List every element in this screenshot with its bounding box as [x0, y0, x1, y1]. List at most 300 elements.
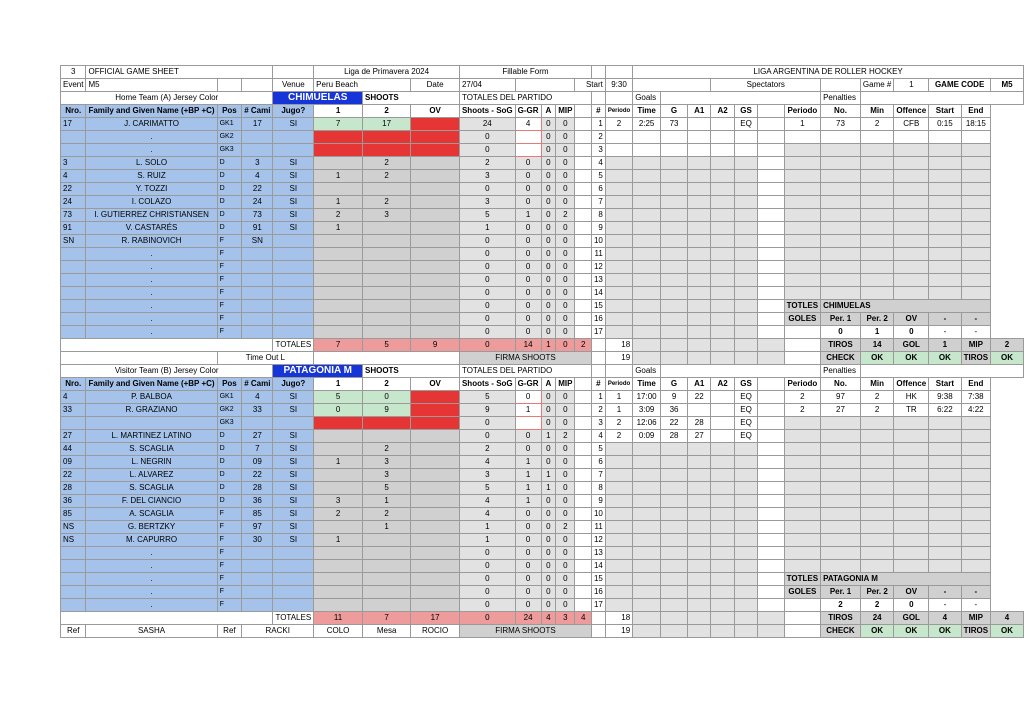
player-played[interactable] [273, 248, 314, 261]
player-number[interactable]: 24 [61, 196, 86, 209]
player-position[interactable]: F [217, 534, 242, 547]
goal-a1[interactable] [688, 404, 711, 417]
penalty-cell[interactable] [821, 157, 861, 170]
player-name[interactable]: . [86, 599, 217, 612]
penalty-cell[interactable] [860, 482, 893, 495]
penalty-cell[interactable] [784, 248, 820, 261]
penalty-cell[interactable] [929, 235, 961, 248]
shots-period-1[interactable]: 1 [314, 222, 363, 235]
penalty-end[interactable]: 18:15 [961, 118, 990, 131]
goal-cell[interactable] [758, 625, 784, 638]
player-position[interactable]: GK1 [217, 391, 242, 404]
penalty-cell[interactable] [894, 443, 929, 456]
penalty-cell[interactable] [929, 417, 961, 430]
goal-cell[interactable] [734, 157, 757, 170]
goal-cell[interactable] [734, 534, 757, 547]
shots-period-1[interactable]: 2 [314, 508, 363, 521]
penalty-cell[interactable] [929, 456, 961, 469]
goal-cell[interactable] [605, 482, 632, 495]
shots-period-2[interactable]: 2 [362, 157, 410, 170]
penalty-cell[interactable] [860, 209, 893, 222]
shots-overtime[interactable] [411, 157, 460, 170]
shots-overtime[interactable] [411, 235, 460, 248]
shots-period-2[interactable] [362, 326, 410, 339]
goal-cell[interactable] [711, 196, 734, 209]
goal-cell[interactable] [661, 586, 688, 599]
goal-cell[interactable] [605, 534, 632, 547]
penalty-per[interactable]: 2 [784, 404, 820, 417]
player-number[interactable] [61, 313, 86, 326]
goal-per[interactable]: 1 [605, 404, 632, 417]
goal-per[interactable]: 2 [605, 417, 632, 430]
goal-cell[interactable] [661, 469, 688, 482]
penalty-cell[interactable] [929, 547, 961, 560]
player-name[interactable]: . [86, 573, 217, 586]
player-jersey[interactable] [242, 599, 273, 612]
goal-cell[interactable] [633, 456, 661, 469]
goal-cell[interactable] [661, 482, 688, 495]
penalty-cell[interactable] [961, 209, 990, 222]
penalty-cell[interactable] [821, 274, 861, 287]
shots-period-1[interactable] [314, 287, 363, 300]
penalty-cell[interactable] [784, 144, 820, 157]
player-jersey[interactable]: 22 [242, 183, 273, 196]
shots-overtime[interactable] [411, 391, 460, 404]
penalty-cell[interactable] [821, 443, 861, 456]
goal-cell[interactable] [633, 573, 661, 586]
penalty-cell[interactable] [784, 456, 820, 469]
penalty-start[interactable]: 6:22 [929, 404, 961, 417]
player-jersey[interactable] [242, 586, 273, 599]
goal-cell[interactable] [711, 157, 734, 170]
player-played[interactable] [273, 235, 314, 248]
penalty-cell[interactable] [784, 482, 820, 495]
player-jersey[interactable]: 30 [242, 534, 273, 547]
penalty-cell[interactable] [961, 534, 990, 547]
player-position[interactable]: D [217, 482, 242, 495]
penalty-cell[interactable] [961, 144, 990, 157]
player-played[interactable] [273, 300, 314, 313]
goal-cell[interactable] [605, 586, 632, 599]
goal-cell[interactable] [758, 339, 784, 352]
goal-cell[interactable] [605, 144, 632, 157]
goal-cell[interactable] [711, 573, 734, 586]
shots-period-2[interactable] [362, 287, 410, 300]
player-played[interactable]: SI [273, 482, 314, 495]
penalty-cell[interactable] [860, 196, 893, 209]
goal-cell[interactable] [734, 573, 757, 586]
goal-cell[interactable] [711, 469, 734, 482]
shots-period-1[interactable] [314, 326, 363, 339]
penalty-cell[interactable] [821, 547, 861, 560]
player-jersey[interactable]: 4 [242, 391, 273, 404]
shots-period-2[interactable] [362, 248, 410, 261]
penalty-cell[interactable] [961, 443, 990, 456]
player-position[interactable]: D [217, 456, 242, 469]
goal-cell[interactable] [605, 131, 632, 144]
goal-cell[interactable] [711, 131, 734, 144]
goal-cell[interactable] [711, 274, 734, 287]
penalty-cell[interactable] [821, 235, 861, 248]
goal-cell[interactable] [711, 326, 734, 339]
penalty-cell[interactable] [894, 274, 929, 287]
goal-cell[interactable] [711, 235, 734, 248]
shots-overtime[interactable] [411, 599, 460, 612]
shots-overtime[interactable] [411, 170, 460, 183]
player-jersey[interactable]: 73 [242, 209, 273, 222]
penalty-min[interactable]: 2 [860, 404, 893, 417]
shots-overtime[interactable] [411, 326, 460, 339]
player-played[interactable]: SI [273, 521, 314, 534]
goal-cell[interactable] [734, 183, 757, 196]
shots-overtime[interactable] [411, 430, 460, 443]
penalty-cell[interactable] [929, 430, 961, 443]
goal-cell[interactable] [688, 352, 711, 365]
goal-cell[interactable] [605, 222, 632, 235]
penalty-cell[interactable] [860, 248, 893, 261]
goal-cell[interactable] [661, 495, 688, 508]
player-jersey[interactable]: 22 [242, 469, 273, 482]
shots-overtime[interactable] [411, 287, 460, 300]
penalty-off[interactable]: HK [894, 391, 929, 404]
penalty-cell[interactable] [929, 170, 961, 183]
penalty-cell[interactable] [860, 222, 893, 235]
goal-cell[interactable] [661, 222, 688, 235]
shots-period-2[interactable]: 2 [362, 170, 410, 183]
player-jersey[interactable] [242, 261, 273, 274]
player-name[interactable]: . [86, 287, 217, 300]
player-name[interactable]: I. COLAZO [86, 196, 217, 209]
penalty-cell[interactable] [860, 235, 893, 248]
shots-overtime[interactable] [411, 274, 460, 287]
penalty-cell[interactable] [821, 456, 861, 469]
goal-cell[interactable] [633, 534, 661, 547]
penalty-cell[interactable] [860, 495, 893, 508]
goal-a2[interactable] [711, 404, 734, 417]
goal-cell[interactable] [711, 248, 734, 261]
shots-period-1[interactable]: 0 [314, 404, 363, 417]
penalty-cell[interactable] [961, 495, 990, 508]
goal-cell[interactable] [661, 443, 688, 456]
goal-a1[interactable]: 27 [688, 430, 711, 443]
goal-cell[interactable] [711, 183, 734, 196]
penalty-cell[interactable] [860, 144, 893, 157]
goal-per[interactable]: 1 [605, 391, 632, 404]
goal-cell[interactable] [633, 144, 661, 157]
penalty-cell[interactable] [961, 157, 990, 170]
player-name[interactable]: . [86, 261, 217, 274]
goal-a1[interactable]: 22 [688, 391, 711, 404]
player-played[interactable] [273, 586, 314, 599]
player-played[interactable] [273, 326, 314, 339]
goal-cell[interactable] [661, 300, 688, 313]
goal-cell[interactable] [605, 443, 632, 456]
goal-cell[interactable] [633, 313, 661, 326]
penalty-cell[interactable] [860, 521, 893, 534]
shots-period-1[interactable] [314, 443, 363, 456]
shots-overtime[interactable] [411, 417, 460, 430]
goal-per[interactable]: 2 [605, 118, 632, 131]
shots-overtime[interactable] [411, 118, 460, 131]
shots-period-1[interactable]: 5 [314, 391, 363, 404]
penalty-cell[interactable] [929, 560, 961, 573]
goal-cell[interactable] [605, 560, 632, 573]
goal-cell[interactable] [734, 521, 757, 534]
penalty-cell[interactable] [784, 157, 820, 170]
player-name[interactable]: . [86, 547, 217, 560]
goal-cell[interactable] [688, 261, 711, 274]
goal-cell[interactable] [605, 469, 632, 482]
goal-cell[interactable] [605, 157, 632, 170]
goal-g[interactable]: 73 [661, 118, 688, 131]
player-position[interactable]: F [217, 248, 242, 261]
player-jersey[interactable]: 3 [242, 157, 273, 170]
penalty-cell[interactable] [784, 235, 820, 248]
shots-period-2[interactable]: 3 [362, 469, 410, 482]
player-jersey[interactable] [242, 417, 273, 430]
player-position[interactable]: F [217, 326, 242, 339]
player-name[interactable]: . [86, 313, 217, 326]
penalty-cell[interactable] [961, 469, 990, 482]
penalty-cell[interactable] [961, 222, 990, 235]
goal-cell[interactable] [734, 612, 757, 625]
penalty-cell[interactable] [929, 482, 961, 495]
penalty-cell[interactable] [929, 534, 961, 547]
goal-cell[interactable] [711, 534, 734, 547]
penalty-cell[interactable] [894, 261, 929, 274]
goal-cell[interactable] [688, 469, 711, 482]
goal-cell[interactable] [661, 599, 688, 612]
goal-cell[interactable] [734, 508, 757, 521]
goal-cell[interactable] [633, 599, 661, 612]
penalty-cell[interactable] [894, 235, 929, 248]
goal-cell[interactable] [688, 560, 711, 573]
penalty-cell[interactable] [961, 274, 990, 287]
goal-cell[interactable] [711, 612, 734, 625]
penalty-cell[interactable] [860, 560, 893, 573]
penalty-end[interactable]: 4:22 [961, 404, 990, 417]
player-jersey[interactable]: 09 [242, 456, 273, 469]
penalty-cell[interactable] [821, 430, 861, 443]
goal-cell[interactable] [734, 326, 757, 339]
goal-cell[interactable] [605, 170, 632, 183]
player-name[interactable]: I. GUTIERREZ CHRISTIANSEN [86, 209, 217, 222]
goal-cell[interactable] [633, 261, 661, 274]
player-position[interactable]: D [217, 443, 242, 456]
shots-period-1[interactable] [314, 248, 363, 261]
player-jersey[interactable] [242, 300, 273, 313]
player-position[interactable]: F [217, 586, 242, 599]
shots-period-1[interactable] [314, 131, 363, 144]
goal-cell[interactable] [661, 339, 688, 352]
goal-cell[interactable] [661, 313, 688, 326]
penalty-end[interactable]: 7:38 [961, 391, 990, 404]
player-name[interactable]: . [86, 248, 217, 261]
goal-time[interactable]: 3:09 [633, 404, 661, 417]
goal-cell[interactable] [734, 261, 757, 274]
goal-cell[interactable] [734, 209, 757, 222]
goal-g[interactable]: 22 [661, 417, 688, 430]
goal-cell[interactable] [605, 573, 632, 586]
player-played[interactable]: SI [273, 391, 314, 404]
penalty-cell[interactable] [894, 144, 929, 157]
penalty-cell[interactable] [821, 469, 861, 482]
player-number[interactable] [61, 274, 86, 287]
shots-overtime[interactable] [411, 196, 460, 209]
player-number[interactable] [61, 573, 86, 586]
player-jersey[interactable]: 4 [242, 170, 273, 183]
goal-cell[interactable] [605, 287, 632, 300]
penalty-cell[interactable] [860, 274, 893, 287]
shots-period-2[interactable]: 1 [362, 495, 410, 508]
penalty-cell[interactable] [784, 261, 820, 274]
goal-cell[interactable] [605, 599, 632, 612]
penalty-cell[interactable] [929, 157, 961, 170]
penalty-cell[interactable] [929, 261, 961, 274]
shots-period-2[interactable]: 9 [362, 404, 410, 417]
player-played[interactable] [273, 261, 314, 274]
goal-cell[interactable] [711, 287, 734, 300]
goal-cell[interactable] [734, 287, 757, 300]
player-number[interactable]: 28 [61, 482, 86, 495]
goal-cell[interactable] [633, 352, 661, 365]
penalty-cell[interactable] [821, 170, 861, 183]
player-position[interactable]: D [217, 157, 242, 170]
penalty-cell[interactable] [961, 248, 990, 261]
penalty-cell[interactable] [784, 443, 820, 456]
player-position[interactable]: D [217, 209, 242, 222]
player-jersey[interactable]: 17 [242, 118, 273, 131]
shots-period-1[interactable] [314, 274, 363, 287]
penalty-cell[interactable] [784, 430, 820, 443]
player-number[interactable] [61, 586, 86, 599]
player-position[interactable]: GK3 [217, 144, 242, 157]
penalty-cell[interactable] [929, 508, 961, 521]
player-jersey[interactable]: 33 [242, 404, 273, 417]
player-played[interactable]: SI [273, 495, 314, 508]
player-jersey[interactable]: SN [242, 235, 273, 248]
penalty-cell[interactable] [860, 547, 893, 560]
penalty-cell[interactable] [961, 417, 990, 430]
player-jersey[interactable] [242, 144, 273, 157]
goal-cell[interactable] [711, 482, 734, 495]
player-jersey[interactable] [242, 547, 273, 560]
penalty-no[interactable]: 73 [821, 118, 861, 131]
shots-period-1[interactable] [314, 560, 363, 573]
penalty-cell[interactable] [821, 261, 861, 274]
player-jersey[interactable]: 85 [242, 508, 273, 521]
shots-overtime[interactable] [411, 261, 460, 274]
goal-cell[interactable] [734, 339, 757, 352]
goal-cell[interactable] [711, 222, 734, 235]
penalty-cell[interactable] [894, 560, 929, 573]
penalty-off[interactable]: CFB [894, 118, 929, 131]
penalty-cell[interactable] [961, 235, 990, 248]
penalty-min[interactable]: 2 [860, 118, 893, 131]
goal-cell[interactable] [734, 495, 757, 508]
shots-overtime[interactable] [411, 495, 460, 508]
player-number[interactable]: 73 [61, 209, 86, 222]
goal-cell[interactable] [605, 495, 632, 508]
goal-cell[interactable] [688, 495, 711, 508]
player-number[interactable] [61, 560, 86, 573]
shots-period-2[interactable]: 2 [362, 443, 410, 456]
player-name[interactable] [86, 417, 217, 430]
player-position[interactable]: D [217, 222, 242, 235]
penalty-cell[interactable] [961, 261, 990, 274]
penalty-cell[interactable] [821, 131, 861, 144]
goal-cell[interactable] [734, 443, 757, 456]
player-name[interactable]: L. SOLO [86, 157, 217, 170]
goal-cell[interactable] [734, 599, 757, 612]
player-played[interactable] [273, 599, 314, 612]
goal-cell[interactable] [633, 287, 661, 300]
penalty-cell[interactable] [894, 495, 929, 508]
shots-period-2[interactable] [362, 222, 410, 235]
penalty-cell[interactable] [784, 183, 820, 196]
goal-cell[interactable] [688, 599, 711, 612]
player-number[interactable] [61, 144, 86, 157]
player-jersey[interactable] [242, 326, 273, 339]
shots-period-2[interactable] [362, 313, 410, 326]
penalty-cell[interactable] [821, 183, 861, 196]
player-number[interactable]: NS [61, 521, 86, 534]
goal-cell[interactable] [734, 248, 757, 261]
goal-g[interactable]: 36 [661, 404, 688, 417]
penalty-cell[interactable] [784, 222, 820, 235]
player-position[interactable]: F [217, 274, 242, 287]
goal-cell[interactable] [605, 521, 632, 534]
penalty-cell[interactable] [821, 521, 861, 534]
goal-cell[interactable] [711, 443, 734, 456]
penalty-cell[interactable] [894, 508, 929, 521]
goal-cell[interactable] [661, 235, 688, 248]
shots-period-2[interactable]: 0 [362, 391, 410, 404]
shots-period-2[interactable] [362, 560, 410, 573]
goal-cell[interactable] [633, 326, 661, 339]
player-name[interactable]: . [86, 586, 217, 599]
shots-overtime[interactable] [411, 209, 460, 222]
player-jersey[interactable] [242, 560, 273, 573]
goal-cell[interactable] [688, 521, 711, 534]
player-jersey[interactable]: 97 [242, 521, 273, 534]
goal-cell[interactable] [734, 196, 757, 209]
player-position[interactable]: F [217, 521, 242, 534]
shots-period-1[interactable]: 1 [314, 170, 363, 183]
penalty-cell[interactable] [961, 482, 990, 495]
shots-period-1[interactable] [314, 313, 363, 326]
player-played[interactable]: SI [273, 469, 314, 482]
player-position[interactable]: F [217, 508, 242, 521]
goal-cell[interactable] [633, 482, 661, 495]
penalty-cell[interactable] [860, 157, 893, 170]
goal-cell[interactable] [688, 573, 711, 586]
goal-cell[interactable] [661, 521, 688, 534]
shots-overtime[interactable] [411, 521, 460, 534]
penalty-cell[interactable] [961, 508, 990, 521]
player-played[interactable] [273, 313, 314, 326]
penalty-cell[interactable] [860, 430, 893, 443]
player-played[interactable]: SI [273, 157, 314, 170]
penalty-cell[interactable] [961, 547, 990, 560]
penalty-cell[interactable] [929, 131, 961, 144]
goal-cell[interactable] [688, 547, 711, 560]
goal-time[interactable]: 0:09 [633, 430, 661, 443]
goal-cell[interactable] [734, 352, 757, 365]
goal-cell[interactable] [711, 495, 734, 508]
goal-gs[interactable]: EQ [734, 404, 757, 417]
player-position[interactable]: F [217, 573, 242, 586]
